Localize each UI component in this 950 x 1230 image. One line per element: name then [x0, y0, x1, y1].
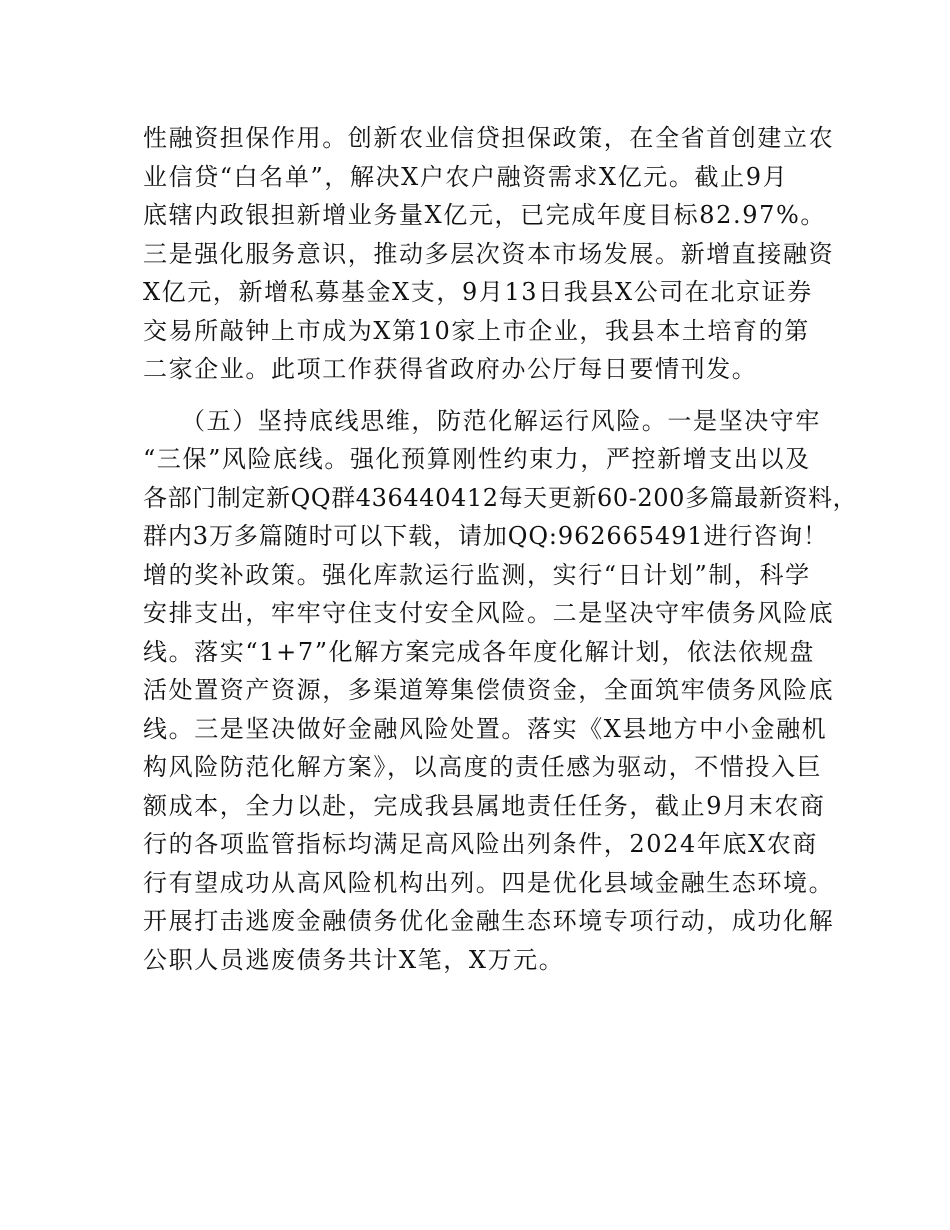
- text-line: 增的奖补政策。强化库款运行监测，实行“日计划”制，科学: [143, 560, 811, 589]
- text-line: 三是强化服务意识，推动多层次资本市场发展。新增直接融资: [143, 239, 835, 268]
- text-line: 各部门制定新QQ群436440412每天更新60-200多篇最新资料，: [143, 483, 858, 512]
- text-line: 底辖内政银担新增业务量X亿元，已完成年度目标82.97%。: [143, 201, 826, 229]
- paragraph-risk-prevention: [143, 402, 858, 980]
- text-line: 二家企业。此项工作获得省政府办公厅每日要情刊发。: [143, 355, 758, 383]
- text-line-indented: （五）坚持底线思维，防范化解运行风险。一是坚决守牢: [181, 406, 821, 435]
- text-line: 性融资担保作用。创新农业信贷担保政策，在全省首创建立农: [143, 124, 835, 152]
- text-line: 构风险防范化解方案》，以高度的责任感为驱动，不惜投入巨: [143, 753, 823, 781]
- text-line: 安排支出，牢牢守住支付安全风险。二是坚决守牢债务风险底: [143, 599, 835, 627]
- text-line: 交易所敲钟上市成为X第10家上市企业，我县本土培育的第: [143, 316, 810, 345]
- text-line: 公职人员逃废债务共计X笔，X万元。: [143, 945, 565, 974]
- document-body: [143, 119, 858, 979]
- text-line: 群内3万多篇随时可以下载，请加QQ:962665491进行咨询！: [143, 522, 828, 550]
- text-line: 额成本，全力以赴，完成我县属地责任任务，截止9月末农商: [143, 791, 826, 820]
- text-line: 线。三是坚决做好金融风险处置。落实《X县地方中小金融机: [143, 714, 828, 743]
- text-line: 行的各项监管指标均满足高风险出列条件，2024年底X农商: [143, 830, 818, 858]
- text-line: “三保”风险底线。强化预算刚性约束力，严控新增支出以及: [143, 445, 811, 473]
- text-line: X亿元，新增私募基金X支，9月13日我县X公司在北京证券: [143, 278, 813, 306]
- paragraph-spacer: [143, 389, 823, 402]
- paragraph-financing-services: [143, 119, 835, 389]
- text-line: 行有望成功从高风险机构出列。四是优化县域金融生态环境。: [143, 868, 835, 897]
- text-line: 业信贷“白名单”，解决X户农户融资需求X亿元。截止9月: [143, 162, 789, 191]
- text-line: 活处置资产资源，多渠道筹集偿债资金，全面筑牢债务风险底: [143, 676, 835, 704]
- text-line: 线。落实“1+7”化解方案完成各年度化解计划，依法依规盘: [143, 637, 815, 666]
- text-line: 开展打击逃废金融债务优化金融生态环境专项行动，成功化解: [143, 907, 835, 935]
